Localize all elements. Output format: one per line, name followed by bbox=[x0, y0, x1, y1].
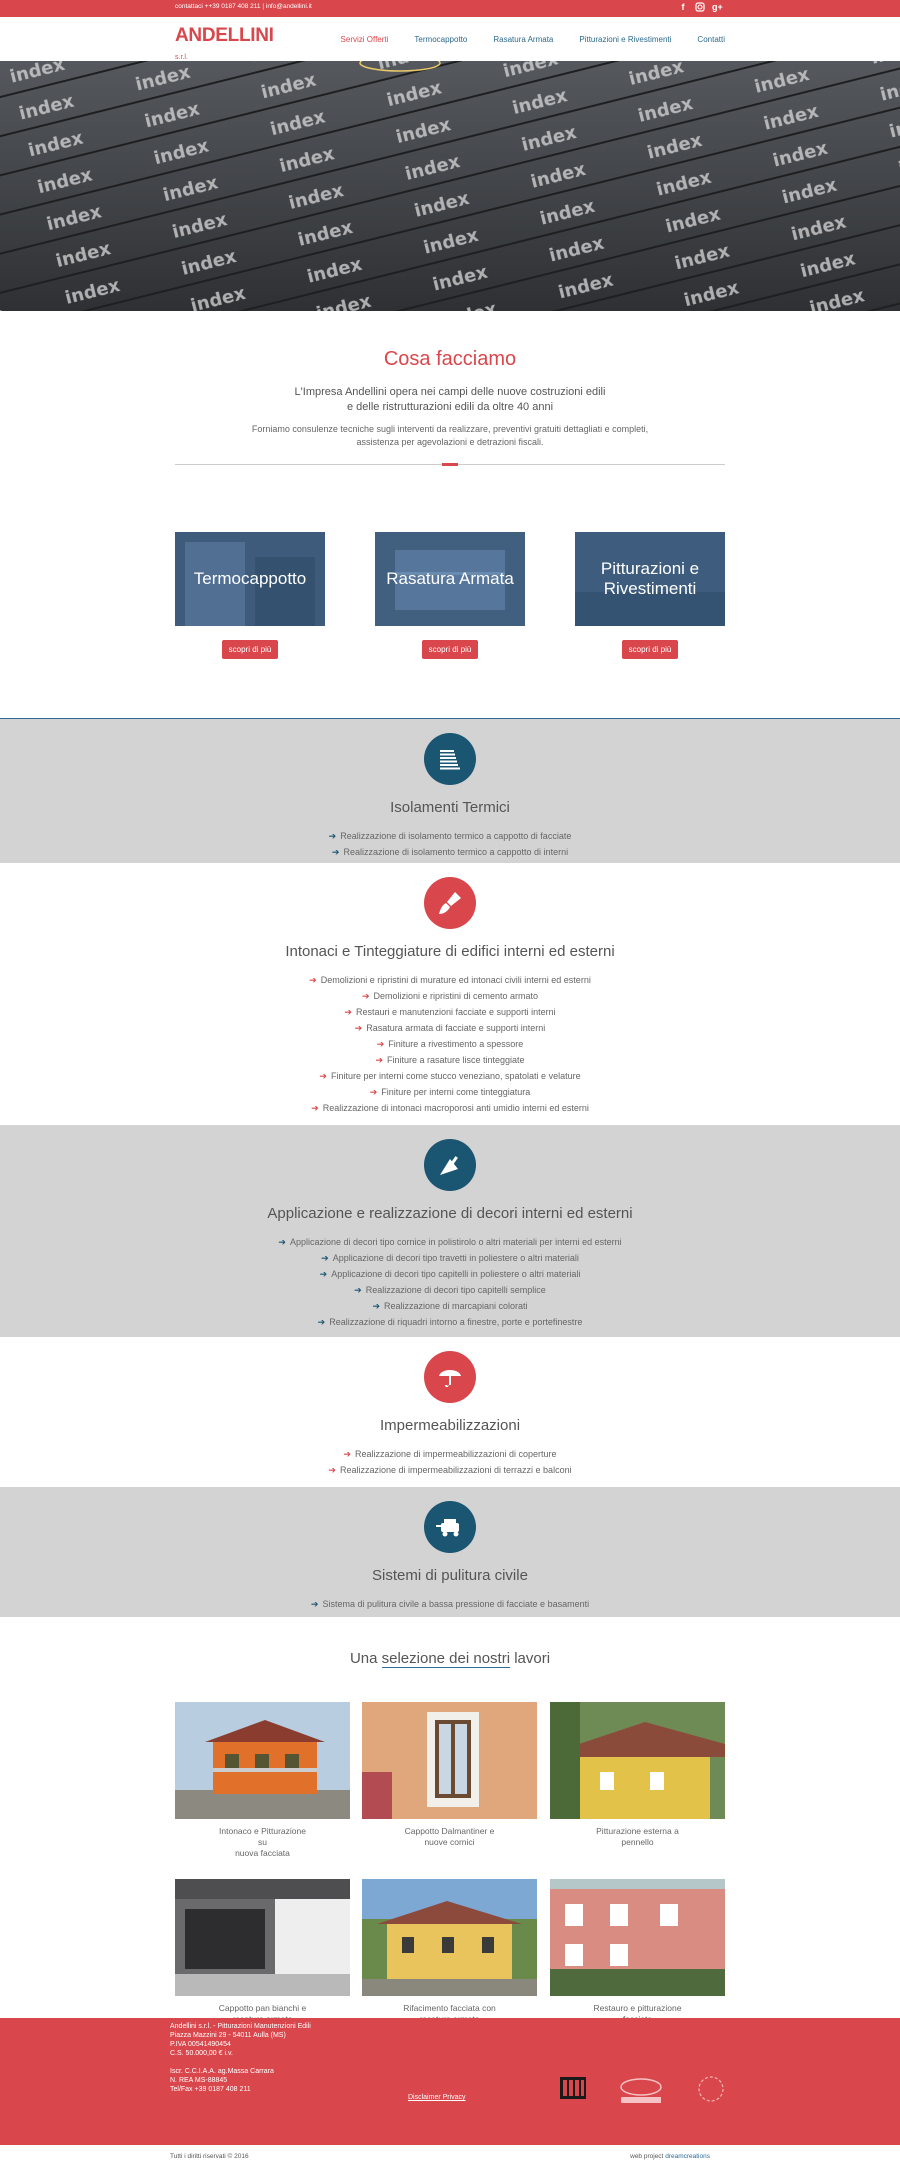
service-impermeabilizzazioni bbox=[0, 1337, 900, 1487]
list-item: ➔ Realizzazione di isolamento termico a cappotto di interni bbox=[331, 847, 569, 857]
card-image[interactable] bbox=[375, 532, 525, 626]
copyright: Tutti i diritti riservati © 2016 bbox=[170, 2153, 249, 2160]
list-item: ➔ Restauri e manutenzioni facciate e supporti interni bbox=[344, 1007, 556, 1017]
list-item: ➔ Realizzazione di marcapiani colorati bbox=[372, 1301, 528, 1311]
brand-name: ANDELLINI bbox=[175, 25, 274, 46]
card-title: Pitturazioni e bbox=[600, 559, 700, 578]
list-item: ➔ Finiture per interni come stucco veneziano, spatolati e velature bbox=[319, 1071, 581, 1081]
intro-lead: L'Impresa Andellini opera nei campi delle nuove costruzioni edili e delle ristrutturazioni edili da oltre 40 anni bbox=[294, 386, 606, 413]
service-list bbox=[0, 828, 900, 860]
work-photo[interactable] bbox=[362, 1702, 537, 1819]
contact-phone[interactable]: +39 0187 408 211 bbox=[208, 3, 261, 10]
card-title: Termocappotto bbox=[193, 569, 307, 588]
list-item: ➔ Realizzazione di riquadri intorno a finestre, porte e portefinestre bbox=[317, 1317, 583, 1327]
google-plus-icon[interactable]: g+ bbox=[712, 2, 723, 12]
intro-section bbox=[175, 348, 725, 465]
company-info: Andellini s.r.l. - Pitturazioni Manutenzioni Edili Piazza Mazzini 29 - 54011 Aulla (MS) P.IVA 00541490454 C.S. 50.000,00 € i.v. Iscr. C.C.I.A.A. ag.Massa Carrara N. REA MS-88845 Tel/Fax +39 0187 408 211 bbox=[170, 2023, 311, 2093]
service-title: Impermeabilizzazioni bbox=[379, 1417, 521, 1434]
service-list bbox=[0, 972, 900, 1116]
disclaimer-privacy-link[interactable]: Disclaimer Privacy bbox=[408, 2094, 466, 2101]
card-title: Rasatura Armata bbox=[386, 569, 514, 588]
scopri-button[interactable]: scopri di più bbox=[222, 640, 278, 659]
partner-logos bbox=[555, 2073, 731, 2109]
list-item: ➔ Finiture per interni come tinteggiatura bbox=[369, 1087, 531, 1097]
site-header bbox=[0, 17, 900, 61]
card-image[interactable] bbox=[175, 532, 325, 626]
works-title: Una selezione dei nostri lavori bbox=[349, 1650, 551, 1667]
umbrella-icon bbox=[424, 1351, 476, 1403]
card-image[interactable] bbox=[575, 532, 725, 626]
card-rasatura-armata[interactable] bbox=[375, 532, 525, 662]
nav-contatti[interactable]: Contatti bbox=[697, 35, 725, 44]
contact-label: contattaci bbox=[175, 3, 203, 10]
work-caption: Cappotto Dalmantiner e nuove cornici bbox=[404, 1826, 495, 1847]
trowel-icon bbox=[424, 1139, 476, 1191]
work-caption: Restauro e pitturazione bbox=[593, 2003, 682, 2013]
partner-logo-3 bbox=[691, 2073, 731, 2109]
hero-roofing-image bbox=[0, 61, 900, 311]
list-item: ➔ Demolizioni e ripristini di murature ed intonaci civili interni ed esterni bbox=[309, 975, 591, 985]
brand-suffix: s.r.l. bbox=[175, 54, 188, 61]
intro-description: Forniamo consulenze tecniche sugli interventi da realizzare, preventivi gratuiti dettagliati e completi, assistenza per agevolazioni e detrazioni fiscali. bbox=[251, 424, 649, 447]
service-title: Sistemi di pulitura civile bbox=[372, 1567, 528, 1584]
site-footer bbox=[0, 2018, 900, 2145]
list-item: ➔ Realizzazione di intonaci macroporosi anti umidio interni ed esterni bbox=[311, 1103, 589, 1113]
hero-banner bbox=[0, 61, 900, 311]
intro-divider bbox=[175, 464, 725, 465]
work-photo[interactable] bbox=[550, 1702, 725, 1819]
nav-rasatura-armata[interactable]: Rasatura Armata bbox=[493, 35, 554, 44]
instagram-icon[interactable] bbox=[695, 2, 705, 13]
intro-title: Cosa facciamo bbox=[383, 348, 517, 370]
list-item: ➔ Demolizioni e ripristini di cemento armato bbox=[361, 991, 539, 1001]
logo[interactable] bbox=[175, 25, 285, 61]
facebook-icon[interactable]: f bbox=[681, 2, 685, 12]
bottom-bar bbox=[0, 2145, 900, 2168]
card-title-2: Rivestimenti bbox=[603, 579, 697, 598]
work-caption: Rifacimento facciata con bbox=[403, 2003, 496, 2013]
work-caption: Pitturazione esterna a pennello bbox=[596, 1826, 679, 1847]
pressure-washer-icon bbox=[424, 1501, 476, 1553]
list-item: ➔ Sistema di pulitura civile a bassa pressione di facciate e basamenti bbox=[310, 1599, 590, 1609]
social-links bbox=[678, 2, 722, 13]
contact-email[interactable]: info@andellini.it bbox=[265, 3, 312, 10]
list-item: ➔ Finiture a rivestimento a spessore bbox=[376, 1039, 524, 1049]
card-termocappotto[interactable] bbox=[175, 532, 325, 662]
nav-pitturazioni[interactable]: Pitturazioni e Rivestimenti bbox=[579, 35, 672, 44]
work-item[interactable] bbox=[175, 1879, 350, 2025]
service-intonaci bbox=[0, 863, 900, 1125]
list-item: ➔ Rasatura armata di facciate e supporti interni bbox=[354, 1023, 546, 1033]
paintbrush-icon bbox=[424, 877, 476, 929]
work-photo[interactable] bbox=[362, 1879, 537, 1996]
nav-servizi-offerti[interactable]: Servizi Offerti bbox=[340, 35, 389, 44]
scopri-button[interactable]: scopri di più bbox=[622, 640, 678, 659]
service-decori bbox=[0, 1125, 900, 1337]
work-item[interactable] bbox=[550, 1879, 725, 2025]
list-item: ➔ Applicazione di decori tipo travetti in poliestere o altri materiali bbox=[321, 1253, 579, 1263]
service-list bbox=[0, 1446, 900, 1478]
service-title: Applicazione e realizzazione di decori interni ed esterni bbox=[267, 1205, 633, 1222]
card-pitturazioni[interactable] bbox=[575, 532, 725, 662]
compies-logo bbox=[613, 2073, 669, 2109]
work-item[interactable] bbox=[362, 1879, 537, 2025]
service-list bbox=[0, 1234, 900, 1330]
list-item: ➔ Realizzazione di decori tipo capitelli semplice bbox=[354, 1285, 546, 1295]
scopri-button[interactable]: scopri di più bbox=[422, 640, 478, 659]
service-title: Isolamenti Termici bbox=[390, 799, 510, 816]
list-item: ➔ Applicazione di decori tipo cornice in polistirolo o altri materiali per interni ed esterni bbox=[278, 1237, 622, 1247]
work-photo[interactable] bbox=[175, 1879, 350, 1996]
work-photo[interactable] bbox=[175, 1702, 350, 1819]
web-credit[interactable]: web project dreamcreations bbox=[630, 2153, 710, 2160]
work-caption: Cappotto pan bianchi e bbox=[218, 2003, 307, 2013]
service-cards bbox=[175, 532, 725, 662]
insulation-icon bbox=[424, 733, 476, 785]
work-item[interactable] bbox=[362, 1702, 537, 1848]
main-nav bbox=[315, 35, 725, 44]
list-item: ➔ Realizzazione di impermeabilizzazioni di terrazzi e balconi bbox=[328, 1465, 572, 1475]
service-isolamenti bbox=[0, 719, 900, 863]
top-contact: contattaci ++39 0187 408 211 | info@andellini.it bbox=[175, 3, 312, 10]
list-item: ➔ Finiture a rasature lisce tinteggiate bbox=[375, 1055, 525, 1065]
work-photo[interactable] bbox=[550, 1879, 725, 1996]
list-item: ➔ Realizzazione di isolamento termico a cappotto di facciate bbox=[328, 831, 572, 841]
nav-termocappotto[interactable]: Termocappotto bbox=[414, 35, 468, 44]
service-title: Intonaci e Tinteggiature di edifici interni ed esterni bbox=[285, 943, 615, 960]
work-item[interactable] bbox=[175, 1702, 350, 1859]
work-item[interactable] bbox=[550, 1702, 725, 1848]
list-item: ➔ Realizzazione di impermeabilizzazioni di coperture bbox=[343, 1449, 557, 1459]
service-list bbox=[0, 1596, 900, 1612]
caparol-logo bbox=[555, 2073, 591, 2109]
work-caption: Intonaco e Pitturazione su nuova facciata bbox=[219, 1826, 306, 1858]
service-pulitura bbox=[0, 1487, 900, 1617]
top-bar bbox=[0, 0, 900, 17]
list-item: ➔ Applicazione di decori tipo capitelli in poliestere o altri materiali bbox=[319, 1269, 581, 1279]
